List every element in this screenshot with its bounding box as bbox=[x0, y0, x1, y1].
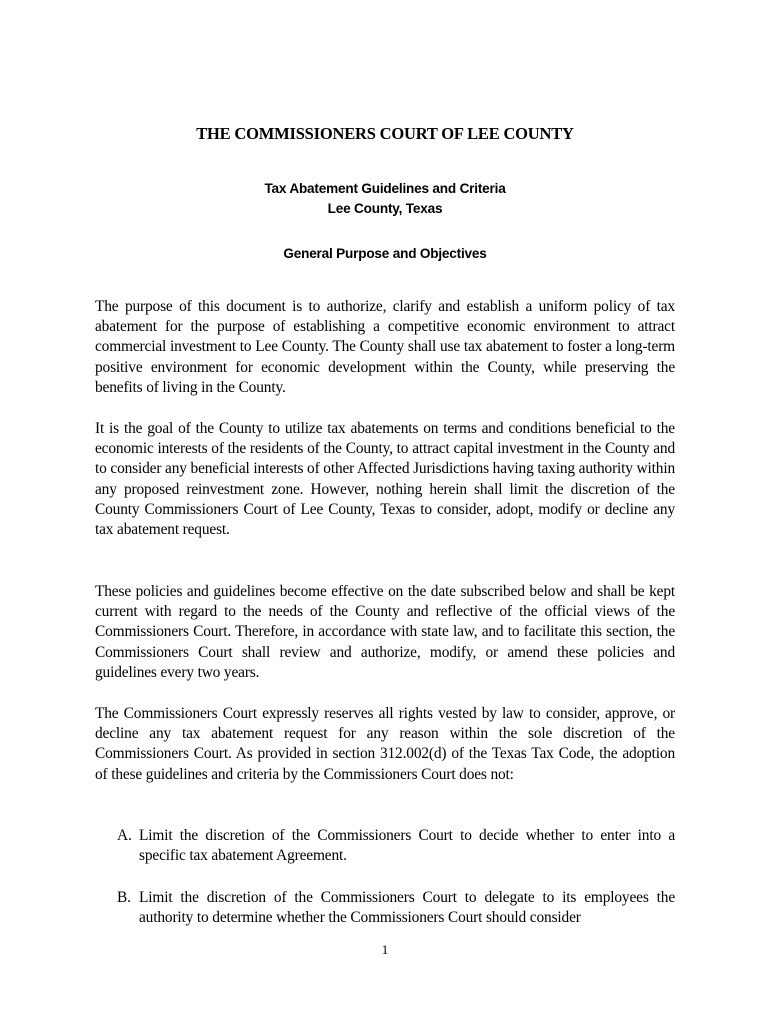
list-marker: A. bbox=[117, 827, 132, 844]
paragraph-reserved-rights: The Commissioners Court expressly reserves all rights vested by law to consider, approve, or decline any tax abatement request for any reason within the sole discretion of the Commissioners Court. As provided in section 312.002(d) of the Texas Tax Code, the adoption of these guidelines and criteria by the Commissioners Court does not: bbox=[95, 705, 675, 783]
subtitle-location: Lee County, Texas bbox=[327, 201, 443, 216]
paragraph-effective-date: These policies and guidelines become effective on the date subscribed below and shall be kept current with regard to the needs of the County and reflective of the official views of the Commissioners Court. Therefore, in accordance with state law, and to facilitate this section, the Commissioners Court shall review and authorize, modify, or amend these policies and guidelines every two years. bbox=[95, 583, 675, 681]
list-marker: B. bbox=[117, 889, 131, 906]
list-item bbox=[117, 888, 675, 928]
page-number: 1 bbox=[381, 942, 389, 957]
list-item-text: Limit the discretion of the Commissioners Court to decide whether to enter into a specific tax abatement Agreement. bbox=[139, 827, 675, 865]
paragraph-purpose: The purpose of this document is to authorize, clarify and establish a uniform policy of tax abatement for the purpose of establishing a competitive economic environment to attract commercial investment to Lee County. The County shall use tax abatement to foster a long-term positive environment for economic development within the County, while preserving the benefits of living in the County. bbox=[95, 298, 675, 396]
list-item-text: Limit the discretion of the Commissioners Court to delegate to its employees the authority to determine whether the Commissioners Court should consider bbox=[139, 889, 675, 927]
list-item bbox=[117, 826, 675, 866]
paragraph-goal: It is the goal of the County to utilize tax abatements on terms and conditions beneficial to the economic interests of the residents of the County, to attract capital investment in the County and to consider any beneficial interests of other Affected Jurisdictions having taxing authority within any proposed reinvestment zone. However, nothing herein shall limit the discretion of the County Commissioners Court of Lee County, Texas to consider, adopt, modify or decline any tax abatement request. bbox=[95, 420, 675, 539]
document-title: THE COMMISSIONERS COURT OF LEE COUNTY bbox=[196, 124, 574, 143]
section-heading: General Purpose and Objectives bbox=[283, 246, 487, 261]
subtitle-guidelines: Tax Abatement Guidelines and Criteria bbox=[264, 181, 506, 196]
